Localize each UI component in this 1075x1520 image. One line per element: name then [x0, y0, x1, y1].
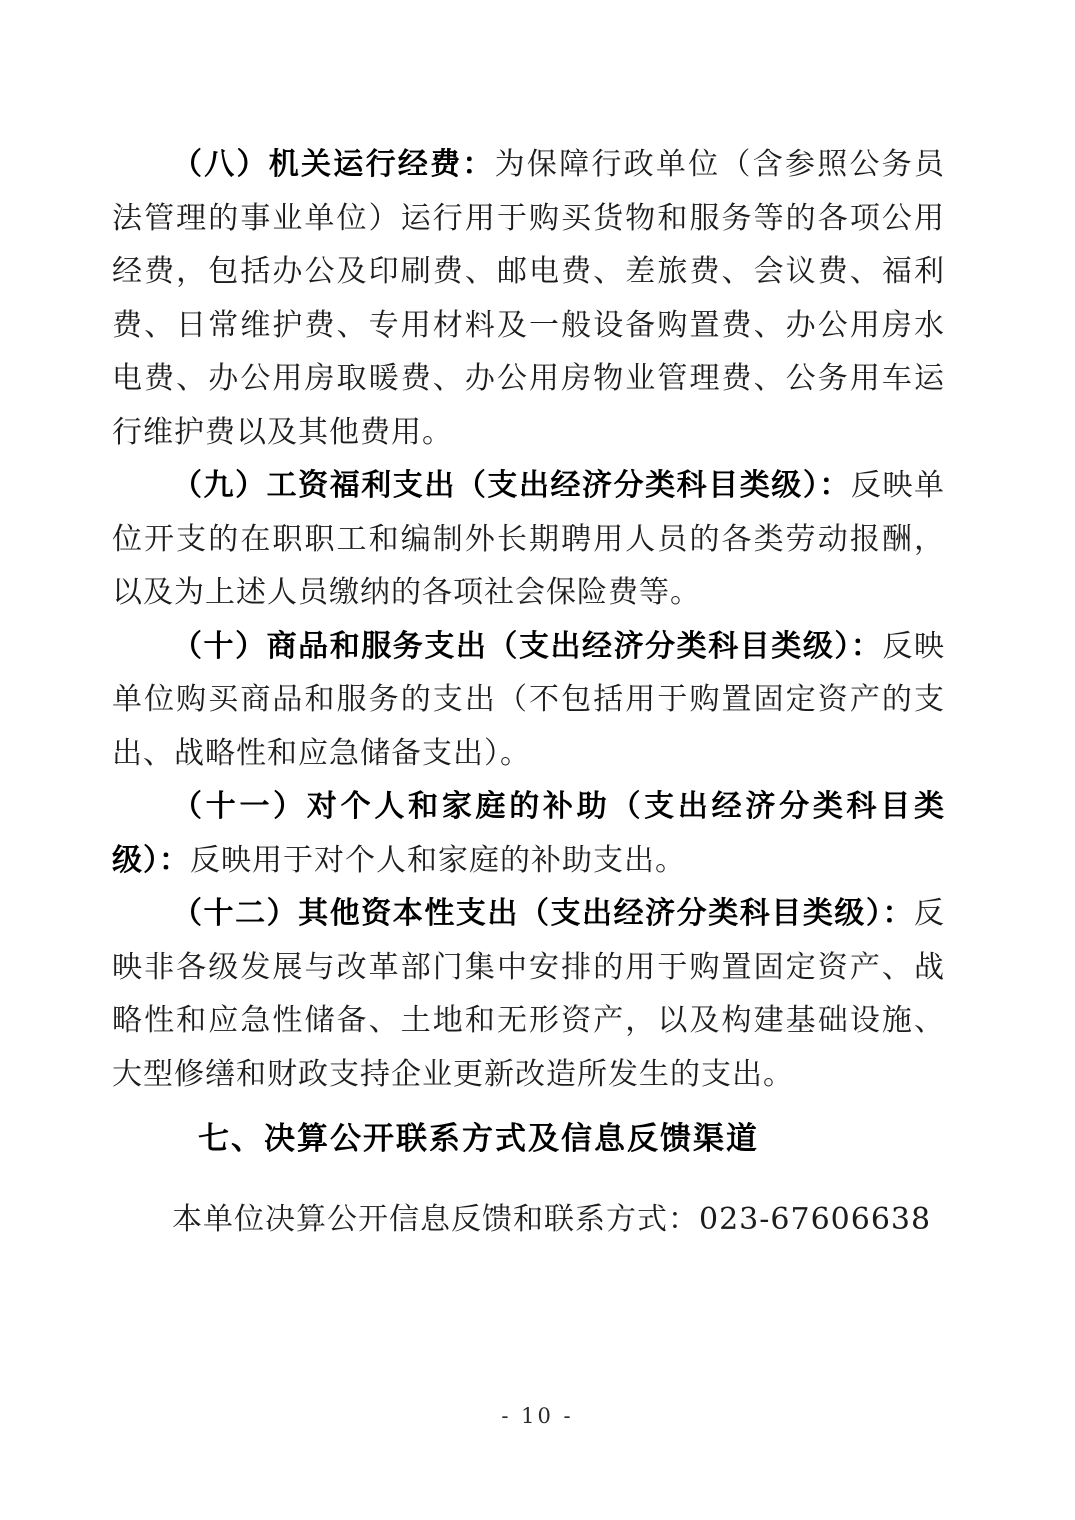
paragraph-label: （八）机关运行经费： [172, 147, 495, 182]
paragraph-label: （十）商品和服务支出（支出经济分类科目类级）： [172, 628, 883, 664]
paragraph-item-12 [112, 887, 945, 1101]
contact-line: 本单位决算公开信息反馈和联系方式：023-67606638 [172, 1201, 932, 1237]
paragraph-label: （十一）对个人和家庭的补助（支出经济分类科目类级）： [112, 789, 945, 878]
paragraph-label: （十二）其他资本性支出（支出经济分类科目类级）： [172, 896, 914, 931]
paragraph-item-10 [112, 620, 945, 781]
paragraph-item-8 [112, 138, 945, 459]
paragraph-text: 为保障行政单位（含参照公务员法管理的事业单位）运行用于购买货物和服务等的各项公用经费，包括办公及印刷费、邮电费、差旅费、会议费、福利费、日常维护费、专用材料及一般设备购置费、办公用房水电费、办公用房取暖费、办公用房物业管理费、公务用车运行维护费以及其他费用。 [112, 147, 946, 450]
page-number: - 10 - [501, 1404, 574, 1428]
paragraph-text: 反映非各级发展与改革部门集中安排的用于购置固定资产、战略性和应急性储备、土地和无形资产，以及构建基础设施、大型修缮和财政支持企业更新改造所发生的支出。 [112, 896, 945, 1092]
section-heading: 七、决算公开联系方式及信息反馈渠道 [198, 1121, 759, 1157]
paragraph-item-9 [112, 459, 945, 620]
paragraph-label: （九）工资福利支出（支出经济分类科目类级）： [172, 468, 851, 503]
page-content [112, 138, 945, 1246]
paragraph-text: 反映用于对个人和家庭的补助支出。 [190, 842, 686, 878]
paragraph-item-11 [112, 780, 945, 887]
paragraph-text: 反映单位购买商品和服务的支出（不包括用于购置固定资产的支出、战略性和应急储备支出）。 [112, 628, 946, 771]
paragraph-text: 反映单位开支的在职职工和编制外长期聘用人员的各类劳动报酬，以及为上述人员缴纳的各项社会保险费等。 [112, 468, 946, 610]
